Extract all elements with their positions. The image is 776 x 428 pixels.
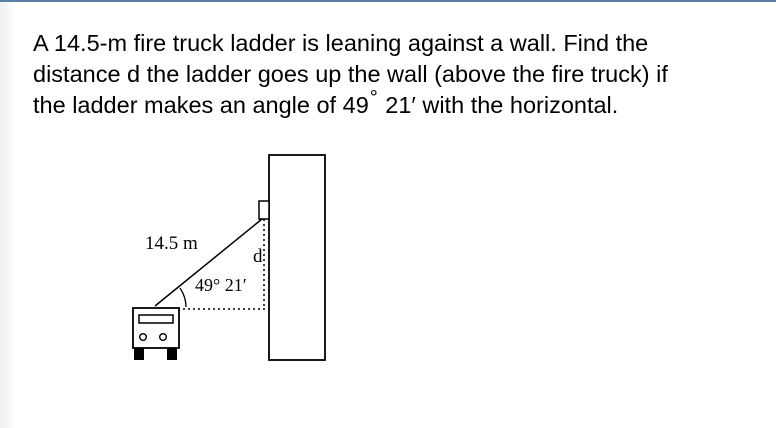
truck-wheel-right [167, 348, 177, 360]
problem-line-1: A 14.5-m fire truck ladder is leaning against a wall. Find the [33, 30, 649, 56]
truck-light-right [160, 334, 167, 341]
truck-wheel-left [134, 348, 144, 360]
fire-truck [133, 308, 179, 360]
distance-d-label: d [253, 246, 263, 267]
truck-window [139, 315, 173, 323]
truck-body [133, 308, 179, 348]
truck-light-left [140, 334, 147, 341]
problem-line-3-start: the ladder makes an angle of 49 [33, 92, 369, 118]
angle-arc [180, 288, 186, 307]
degree-symbol: ° [369, 87, 378, 109]
ladder-length-label: 14.5 m [145, 233, 198, 254]
wall [269, 155, 325, 360]
problem-line-2: distance d the ladder goes up the wall (above the fire truck) if [33, 61, 668, 87]
ladder-bracket [259, 201, 269, 219]
problem-line-3-end: 21′ with the horizontal. [378, 92, 619, 118]
angle-label: 49° 21′ [195, 275, 247, 295]
